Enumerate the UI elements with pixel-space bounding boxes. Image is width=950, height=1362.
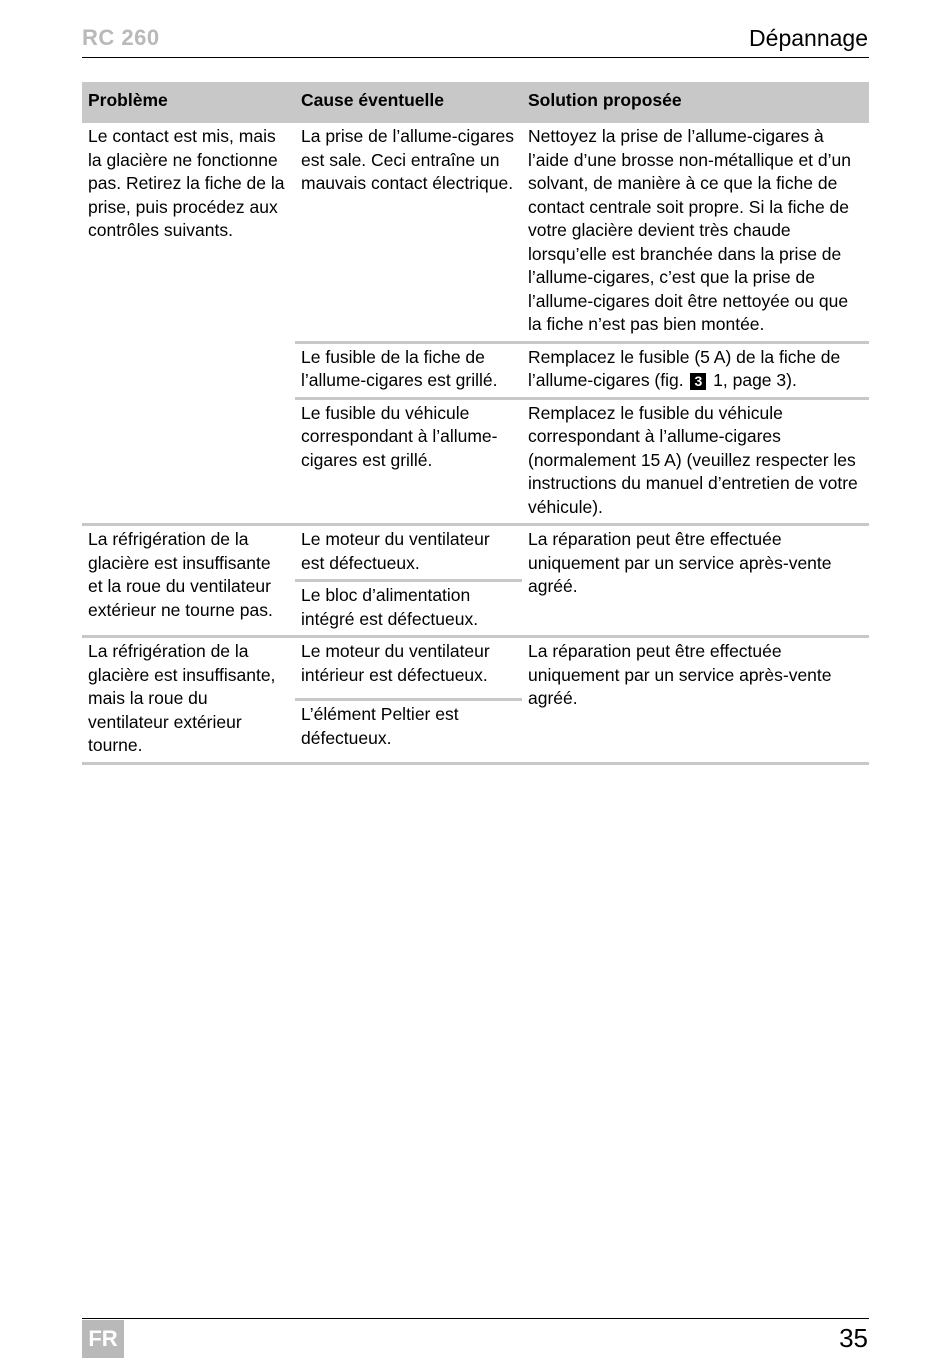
cause-cell: Le bloc d’alimentation intégré est défectueux. [295, 581, 522, 637]
figure-number-badge: 3 [690, 373, 706, 390]
table-header-row [82, 82, 869, 122]
cause-cell: Le moteur du ventilateur est défectueux. [295, 525, 522, 581]
footer-divider [82, 1318, 869, 1319]
cause-cell: Le fusible du véhicule correspondant à l’allume-cigares est grillé. [295, 398, 522, 525]
column-header-cause: Cause éventuelle [295, 82, 522, 122]
language-badge: FR [82, 1320, 124, 1358]
cause-cell: Le fusible de la fiche de l’allume-cigares est grillé. [295, 342, 522, 398]
troubleshooting-table [82, 82, 869, 765]
solution-cell [522, 342, 869, 398]
cause-cell: L’élément Peltier est défectueux. [295, 700, 522, 763]
column-header-solution: Solution proposée [522, 82, 869, 122]
solution-text: 1, page 3). [713, 370, 797, 390]
solution-text: Remplacez le fusible (5 A) de la fiche de l’allume-cigares (fig. [528, 346, 841, 390]
cause-cell: Le moteur du ventilateur intérieur est défectueux. [295, 637, 522, 700]
section-title: Dépannage [749, 25, 868, 51]
problem-cell: La réfrigération de la glacière est insuffisante et la roue du ventilateur extérieur ne tourne pas. [82, 525, 295, 637]
table-row [82, 122, 869, 343]
solution-cell: Remplacez le fusible du véhicule correspondant à l’allume-cigares (normalement 15 A) (veuillez respecter les instructions du manuel d’entretien de votre véhicule). [522, 398, 869, 525]
solution-cell: La réparation peut être effectuée uniquement par un service après-vente agréé. [522, 637, 869, 764]
page-number: 35 [839, 1323, 868, 1353]
problem-cell: La réfrigération de la glacière est insuffisante, mais la roue du ventilateur extérieur tourne. [82, 637, 295, 764]
column-header-problem: Problème [82, 82, 295, 122]
table-row [82, 637, 869, 700]
solution-cell: La réparation peut être effectuée uniquement par un service après-vente agréé. [522, 525, 869, 637]
model-name: RC 260 [82, 25, 160, 50]
cause-cell: La prise de l’allume-cigares est sale. Ceci entraîne un mauvais contact électrique. [295, 122, 522, 343]
problem-cell: Le contact est mis, mais la glacière ne fonctionne pas. Retirez la fiche de la prise, puis procédez aux contrôles suivants. [82, 122, 295, 525]
header-divider [82, 57, 869, 58]
table-row [82, 525, 869, 581]
solution-cell: Nettoyez la prise de l’allume-cigares à l’aide d’une brosse non-métallique et d’un solvant, de manière à ce que la fiche de contact centrale soit propre. Si la fiche de votre glacière devient très chaude lorsqu’elle est branchée dans la prise de l’allume-cigares, c’est que la prise de l’allume-cigares doit être nettoyée ou que la fiche n’est pas bien montée. [522, 122, 869, 343]
